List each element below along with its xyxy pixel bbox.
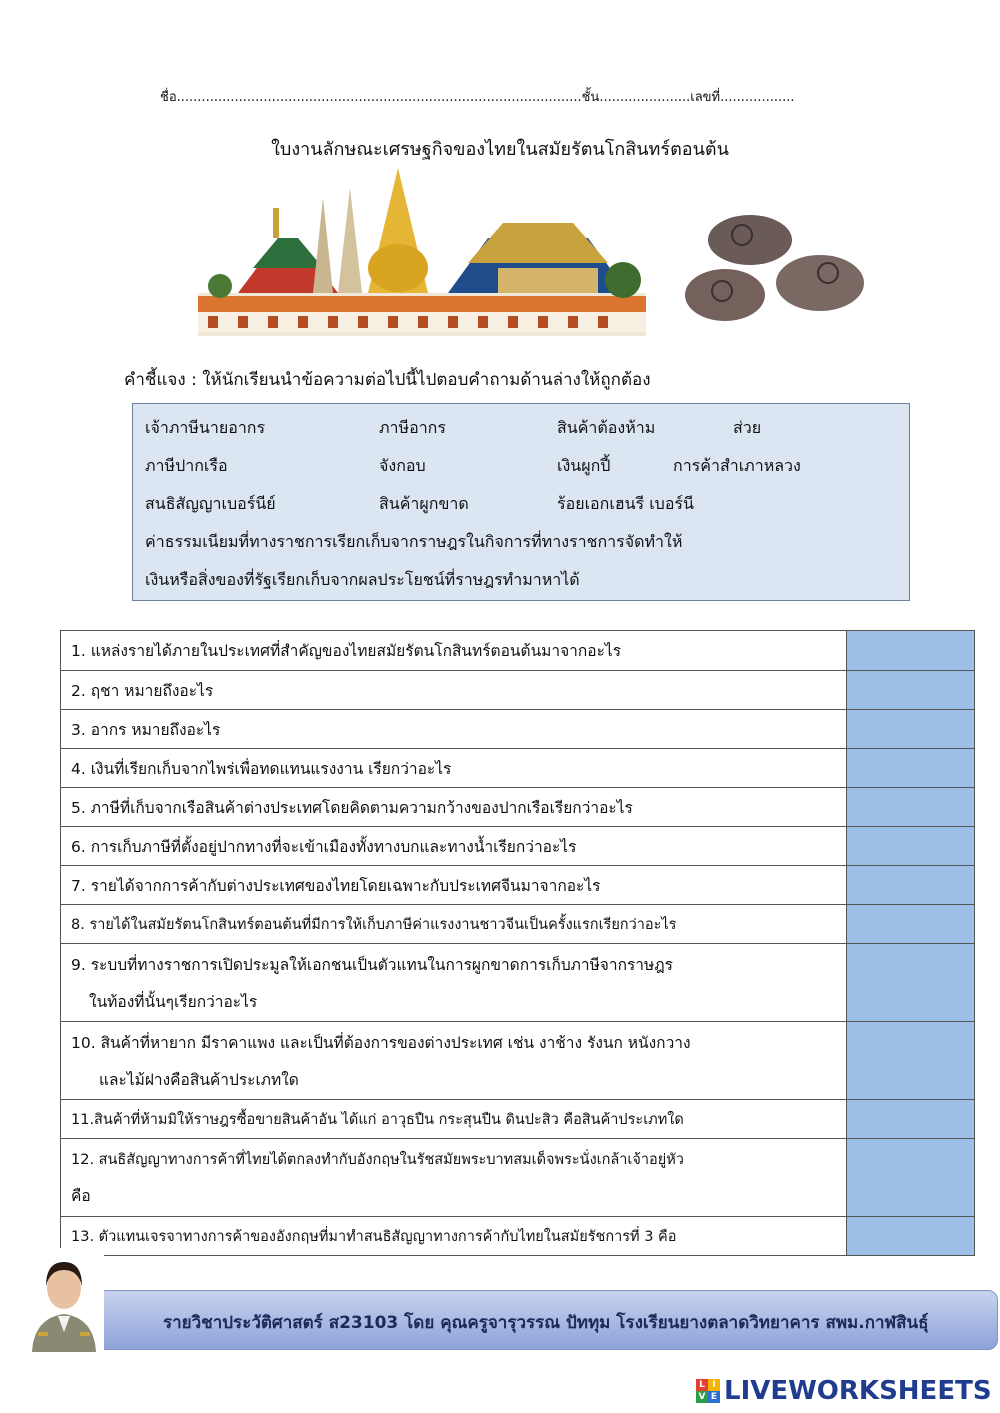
question-text: 4. เงินที่เรียกเก็บจากไพร่เพื่อทดแทนแรงงาน เรียกว่าอะไร [61,749,847,788]
answer-cell[interactable] [847,944,975,1022]
answer-cell[interactable] [847,788,975,827]
word-bank-item: ภาษีอากร [379,418,446,437]
answer-cell[interactable] [847,905,975,944]
instruction-text: คำชี้แจง : ให้นักเรียนนำข้อความต่อไปนี้ไปตอบคำถามด้านล่างให้ถูกต้อง [124,370,651,390]
student-info-line [160,86,795,107]
word-bank-item: ส่วย [733,418,762,437]
table-row [61,631,975,671]
question-text: 5. ภาษีที่เก็บจากเรือสินค้าต่างประเทศโดยคิดตามความกว้างของปากเรือเรียกว่าอะไร [61,788,847,827]
word-bank-box [132,403,910,601]
answer-cell[interactable] [847,1217,975,1256]
word-bank-item: สินค้าผูกขาด [379,494,469,513]
word-bank-item: ร้อยเอกเฮนรี เบอร์นี [557,494,694,513]
question-text: 8. รายได้ในสมัยรัตนโกสินทร์ตอนต้นที่มีการให้เก็บภาษีค่าแรงงานชาวจีนเป็นครั้งแรกเรียกว่าอะไร [61,905,847,944]
table-row [61,1217,975,1256]
word-bank-item: เงินผูกปี้ [557,456,611,475]
question-table [60,630,975,1256]
liveworksheets-logo [696,1376,992,1406]
question-text: 1. แหล่งรายได้ภายในประเทศที่สำคัญของไทยสมัยรัตนโกสินทร์ตอนต้นมาจากอะไร [61,631,847,671]
logo-mark-icon: L I V E [696,1379,720,1403]
name-blank[interactable]: .................................................................................................. [176,90,582,105]
table-row [61,788,975,827]
word-bank-item: เงินหรือสิ่งของที่รัฐเรียกเก็บจากผลประโยชน์ที่ราษฎรทำมาหาได้ [145,570,580,589]
word-bank-item: สินค้าต้องห้าม [557,418,656,437]
question-text: 12. สนธิสัญญาทางการค้าที่ไทยได้ตกลงทำกับอังกฤษในรัชสมัยพระบาทสมเด็จพระนั่งเกล้าเจ้าอยู่หัว คือ [61,1139,847,1217]
table-row [61,905,975,944]
class-blank[interactable]: ...................... [599,90,691,105]
question-text: 9. ระบบที่ทางราชการเปิดประมูลให้เอกชนเป็นตัวแทนในการผูกขาดการเก็บภาษีจากราษฎร ในท้องที่นั้นๆเรียกว่าอะไร [61,944,847,1022]
question-text: 3. อากร หมายถึงอะไร [61,710,847,749]
footer-credit-text: รายวิชาประวัติศาสตร์ ส23103 โดย คุณครูจารุวรรณ ปัททุม โรงเรียนยางตลาดวิทยาคาร สพม.กาฬสินธุ์ [163,1313,929,1333]
table-row [61,1100,975,1139]
word-bank-item: จังกอบ [379,456,426,475]
word-bank-item: การค้าสำเภาหลวง [673,456,801,475]
word-bank-item: เจ้าภาษีนายอากร [145,418,266,437]
table-row [61,866,975,905]
answer-cell[interactable] [847,827,975,866]
number-label: เลขที่ [690,90,721,105]
question-text: 2. ฤชา หมายถึงอะไร [61,671,847,710]
logo-text: LIVEWORKSHEETS [724,1376,992,1406]
answer-cell[interactable] [847,749,975,788]
class-label: ชั้น [581,90,600,105]
table-row [61,944,975,1022]
teacher-photo [24,1248,104,1352]
answer-cell[interactable] [847,710,975,749]
bullet-coins-illustration [680,205,880,335]
table-row [61,671,975,710]
answer-cell[interactable] [847,1022,975,1100]
table-row [61,749,975,788]
number-blank[interactable]: .................. [720,90,795,105]
table-row [61,1139,975,1217]
table-row [61,827,975,866]
worksheet-title: ใบงานลักษณะเศรษฐกิจของไทยในสมัยรัตนโกสินทร์ตอนต้น [271,139,729,160]
question-text: 6. การเก็บภาษีที่ตั้งอยู่ปากทางที่จะเข้าเมืองทั้งทางบกและทางน้ำเรียกว่าอะไร [61,827,847,866]
word-bank-item: สนธิสัญญาเบอร์นีย์ [145,494,276,513]
answer-cell[interactable] [847,866,975,905]
word-bank-item: ค่าธรรมเนียมที่ทางราชการเรียกเก็บจากราษฎรในกิจการที่ทางราชการจัดทำให้ [145,532,683,551]
answer-cell[interactable] [847,671,975,710]
grand-palace-illustration [198,168,646,336]
question-text: 7. รายได้จากการค้ากับต่างประเทศของไทยโดยเฉพาะกับประเทศจีนมาจากอะไร [61,866,847,905]
answer-cell[interactable] [847,1100,975,1139]
table-row [61,1022,975,1100]
answer-cell[interactable] [847,1139,975,1217]
question-text: 11.สินค้าที่ห้ามมิให้ราษฎรซื้อขายสินค้าอัน ได้แก่ อาวุธปืน กระสุนปืน ดินปะสิว คือสินค้าประเภทใด [61,1100,847,1139]
answer-cell[interactable] [847,631,975,671]
question-text: 13. ตัวแทนเจรจาทางการค้าของอังกฤษที่มาทำสนธิสัญญาทางการค้ากับไทยในสมัยรัชการที่ 3 คือ [61,1217,847,1256]
word-bank-item: ภาษีปากเรือ [145,456,228,475]
footer-banner [96,1290,998,1350]
table-row [61,710,975,749]
question-text: 10. สินค้าที่หายาก มีราคาแพง และเป็นที่ต้องการของต่างประเทศ เช่น งาช้าง รังนก หนังกวาง และไม้ฝางคือสินค้าประเภทใด [61,1022,847,1100]
name-label: ชื่อ [160,90,177,105]
